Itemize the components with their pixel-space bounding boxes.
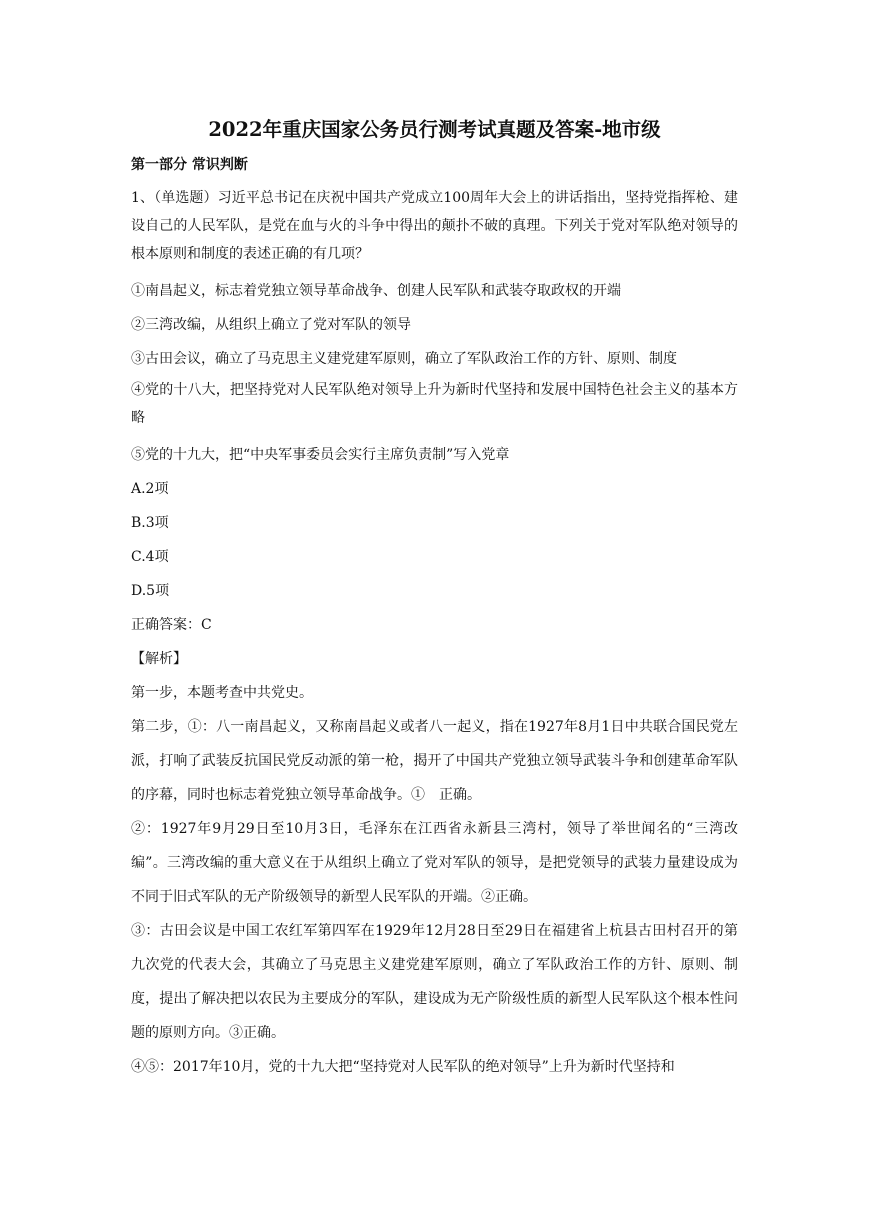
correct-answer: 正确答案：C bbox=[131, 617, 212, 633]
option-a: A.2项 bbox=[131, 481, 169, 497]
section-heading: 第一部分 常识判断 bbox=[131, 157, 248, 173]
option-b: B.3项 bbox=[131, 515, 169, 531]
statement-2: ②三湾改编，从组织上确立了党对军队的领导 bbox=[131, 317, 411, 333]
analysis-point-2: ②：1927年9月29日至10月3日，毛泽东在江西省永新县三湾村，领导了举世闻名的“三湾改编”。三湾改编的重大意义在于从组织上确立了党对军队的领导，是把党领导的武装力量建设成为不同于旧式军队的无产阶级领导的新型人民军队的开端。②正确。 bbox=[131, 821, 738, 905]
analysis-step-1: 第一步，本题考查中共党史。 bbox=[131, 685, 313, 701]
statement-1: ①南昌起义，标志着党独立领导革命战争、创建人民军队和武装夺取政权的开端 bbox=[131, 283, 621, 299]
statement-3: ③古田会议，确立了马克思主义建党建军原则，确立了军队政治工作的方针、原则、制度 bbox=[131, 351, 677, 367]
statement-5: ⑤党的十九大，把“中央军事委员会实行主席负责制”写入党章 bbox=[131, 447, 510, 463]
analysis-point-3: ③：古田会议是中国工农红军第四军在1929年12月28日至29日在福建省上杭县古田村召开的第九次党的代表大会，其确立了马克思主义建党建军原则，确立了军队政治工作的方针、原则、制度，提出了解决把以农民为主要成分的军队，建设成为无产阶级性质的新型人民军队这个根本性问题的原则方向。③正确。 bbox=[131, 923, 738, 1041]
question-stem: 1、（单选题）习近平总书记在庆祝中国共产党成立100周年大会上的讲话指出，坚持党指挥枪、建设自己的人民军队，是党在血与火的斗争中得出的颠扑不破的真理。下列关于党对军队绝对领导的根本原则和制度的表述正确的有几项？ bbox=[131, 190, 738, 262]
option-c: C.4项 bbox=[131, 549, 169, 565]
analysis-point-1: 第二步，①：八一南昌起义，又称南昌起义或者八一起义，指在1927年8月1日中共联合国民党左派，打响了武装反抗国民党反动派的第一枪，揭开了中国共产党独立领导武装斗争和创建革命军队的序幕，同时也标志着党独立领导革命战争。① 正确。 bbox=[131, 719, 738, 803]
analysis-heading: 【解析】 bbox=[131, 651, 187, 667]
analysis-point-4-5: ④⑤：2017年10月，党的十九大把“坚持党对人民军队的绝对领导”上升为新时代坚持和 bbox=[131, 1059, 675, 1075]
option-d: D.5项 bbox=[131, 583, 170, 599]
document-title: 2022年重庆国家公务员行测考试真题及答案-地市级 bbox=[208, 118, 661, 141]
statement-4: ④党的十八大，把坚持党对人民军队绝对领导上升为新时代坚持和发展中国特色社会主义的基本方略 bbox=[131, 382, 738, 426]
